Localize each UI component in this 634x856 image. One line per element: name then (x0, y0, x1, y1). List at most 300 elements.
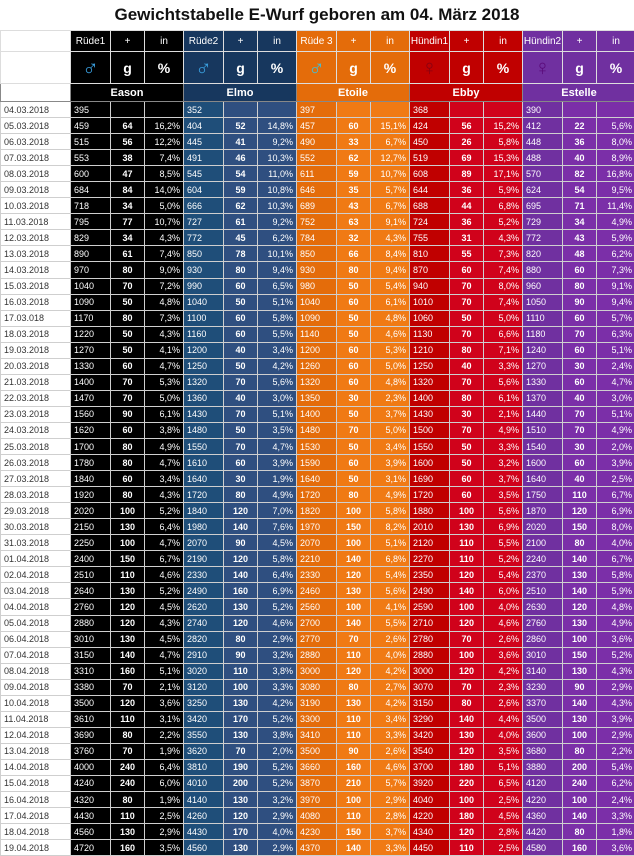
weight-cell: 424 (410, 118, 450, 134)
gain-cell: 110 (111, 567, 145, 583)
weight-cell: 1870 (523, 503, 563, 519)
gain-cell: 50 (337, 471, 371, 487)
percent-cell: 7,4% (145, 150, 184, 166)
weight-cell: 1360 (184, 390, 224, 406)
percent-cell: 2,5% (484, 840, 523, 856)
weight-cell: 4240 (71, 775, 111, 791)
gain-cell: 120 (450, 663, 484, 679)
weight-cell: 4560 (71, 824, 111, 840)
date-cell: 03.04.2018 (1, 583, 71, 599)
gain-cell: 120 (337, 567, 371, 583)
table-row (1, 118, 634, 134)
gain-cell: 70 (450, 374, 484, 390)
gain-cell: 130 (450, 519, 484, 535)
gain-cell: 70 (563, 326, 597, 342)
percent-cell: 3,5% (145, 840, 184, 856)
weight-cell: 491 (184, 150, 224, 166)
gain-cell: 30 (563, 358, 597, 374)
weight-cell: 689 (297, 198, 337, 214)
gain-cell: 70 (111, 278, 145, 294)
weight-cell: 2250 (71, 535, 111, 551)
gain-cell: 60 (563, 455, 597, 471)
gain-cell: 60 (224, 310, 258, 326)
gain-cell: 60 (111, 358, 145, 374)
weight-cell: 4430 (71, 808, 111, 824)
weight-cell: 2620 (184, 599, 224, 615)
percent-cell: 6,2% (258, 230, 297, 246)
gain-cell: 70 (111, 374, 145, 390)
percent-cell: 5,1% (258, 406, 297, 422)
table-row (1, 294, 634, 310)
percent-cell: 2,2% (597, 743, 634, 759)
table-row (1, 406, 634, 422)
weight-cell: 1620 (71, 422, 111, 438)
weight-cell: 1330 (71, 358, 111, 374)
gain-cell: 120 (224, 615, 258, 631)
weight-cell: 1090 (71, 294, 111, 310)
percent-cell: 4,9% (258, 487, 297, 503)
percent-cell: 2,0% (597, 438, 634, 454)
date-cell: 07.04.2018 (1, 647, 71, 663)
percent-cell: 2,6% (371, 743, 410, 759)
gain-cell: 50 (111, 294, 145, 310)
percent-cell: 5,8% (258, 551, 297, 567)
percent-cell: 3,4% (258, 342, 297, 358)
weight-cell: 2070 (184, 535, 224, 551)
weight-cell: 3080 (297, 679, 337, 695)
weight-cell: 3230 (523, 679, 563, 695)
percent-cell: 5,0% (371, 422, 410, 438)
gain-cell: 130 (450, 727, 484, 743)
gain-cell: 40 (563, 471, 597, 487)
gain-cell: 70 (563, 406, 597, 422)
percent-cell: 5,1% (597, 342, 634, 358)
date-cell: 22.03.2018 (1, 390, 71, 406)
weight-cell: 553 (71, 150, 111, 166)
puppy-header: Hündin1 (410, 31, 450, 52)
gain-cell: 77 (111, 214, 145, 230)
percent-cell: 4,3% (145, 615, 184, 631)
gain-cell: 150 (337, 519, 371, 535)
date-cell: 09.03.2018 (1, 182, 71, 198)
gain-cell: 140 (563, 583, 597, 599)
weight-cell: 1140 (297, 326, 337, 342)
weight-cell: 2880 (297, 647, 337, 663)
percent-cell: 3,3% (597, 808, 634, 824)
percent-cell: 5,6% (258, 374, 297, 390)
gain-cell: 130 (563, 663, 597, 679)
gain-cell: 100 (111, 503, 145, 519)
gain-cell: 160 (111, 840, 145, 856)
percent-cell: 5,2% (258, 759, 297, 775)
percent-cell: 5,5% (371, 615, 410, 631)
gain-cell: 43 (337, 198, 371, 214)
weight-cell: 4720 (71, 840, 111, 856)
weight-cell: 4370 (297, 840, 337, 856)
weight-cell: 2210 (297, 551, 337, 567)
pct-header: in (258, 31, 297, 52)
gain-cell (111, 102, 145, 118)
weight-cell: 1970 (297, 519, 337, 535)
gain-cell: 66 (337, 246, 371, 262)
gain-cell: 80 (450, 695, 484, 711)
gain-cell: 60 (224, 455, 258, 471)
percent-cell: 4,5% (145, 631, 184, 647)
weight-cell: 1170 (71, 310, 111, 326)
percent-cell: 6,3% (597, 326, 634, 342)
weight-cell: 1840 (71, 471, 111, 487)
percent-cell: 6,9% (258, 583, 297, 599)
weight-cell: 1160 (184, 326, 224, 342)
weight-cell: 3000 (410, 663, 450, 679)
unit-grams: g (337, 52, 371, 84)
gain-cell: 60 (563, 310, 597, 326)
percent-cell: 5,4% (597, 759, 634, 775)
gain-header: + (450, 31, 484, 52)
weight-cell: 1100 (184, 310, 224, 326)
weight-cell: 1050 (523, 294, 563, 310)
blank-cell (1, 52, 71, 84)
percent-cell: 7,4% (484, 294, 523, 310)
table-row (1, 455, 634, 471)
gain-cell: 54 (563, 182, 597, 198)
percent-cell: 5,0% (371, 358, 410, 374)
gain-cell: 41 (224, 134, 258, 150)
gain-cell: 120 (224, 551, 258, 567)
percent-cell: 9,5% (597, 182, 634, 198)
gain-cell: 55 (450, 246, 484, 262)
gain-cell: 80 (563, 824, 597, 840)
weight-cell: 3420 (410, 727, 450, 743)
weight-cell: 3810 (184, 759, 224, 775)
percent-cell: 7,4% (484, 262, 523, 278)
percent-cell: 4,5% (258, 535, 297, 551)
percent-cell: 10,7% (371, 166, 410, 182)
weight-cell: 488 (523, 150, 563, 166)
weight-cell: 2510 (71, 567, 111, 583)
table-row (1, 503, 634, 519)
gain-cell: 36 (563, 134, 597, 150)
gain-cell: 140 (563, 695, 597, 711)
gain-cell: 30 (224, 471, 258, 487)
weight-cell: 3010 (523, 647, 563, 663)
date-cell: 04.04.2018 (1, 599, 71, 615)
gain-cell: 43 (563, 230, 597, 246)
gain-cell: 130 (111, 519, 145, 535)
percent-cell: 3,8% (145, 422, 184, 438)
weight-cell: 2510 (523, 583, 563, 599)
percent-cell: 8,0% (484, 278, 523, 294)
gain-cell: 140 (337, 840, 371, 856)
percent-cell: 16,8% (597, 166, 634, 182)
date-cell: 16.03.2018 (1, 294, 71, 310)
weight-cell: 397 (297, 102, 337, 118)
gain-cell: 130 (224, 599, 258, 615)
weight-cell: 1260 (297, 358, 337, 374)
gain-cell: 40 (224, 342, 258, 358)
percent-cell: 9,4% (258, 262, 297, 278)
percent-cell: 3,8% (258, 663, 297, 679)
weight-cell: 1840 (184, 503, 224, 519)
gain-cell: 59 (224, 182, 258, 198)
weight-cell: 2640 (71, 583, 111, 599)
gain-header: + (224, 31, 258, 52)
table-row (1, 438, 634, 454)
percent-cell: 7,3% (484, 246, 523, 262)
table-row (1, 711, 634, 727)
weight-cell: 850 (297, 246, 337, 262)
gain-cell: 32 (337, 230, 371, 246)
percent-cell: 6,5% (484, 775, 523, 791)
percent-cell: 5,4% (484, 567, 523, 583)
gain-cell: 50 (224, 422, 258, 438)
percent-cell: 3,7% (371, 406, 410, 422)
gain-cell: 130 (563, 615, 597, 631)
percent-cell: 4,8% (371, 374, 410, 390)
percent-cell: 5,1% (597, 406, 634, 422)
gain-cell: 56 (450, 118, 484, 134)
table-row (1, 310, 634, 326)
table-row (1, 471, 634, 487)
percent-cell: 6,9% (484, 519, 523, 535)
weight-cell: 3760 (71, 743, 111, 759)
percent-cell: 4,9% (597, 615, 634, 631)
gain-cell: 70 (111, 743, 145, 759)
percent-cell: 4,9% (484, 422, 523, 438)
percent-cell: 8,0% (597, 519, 634, 535)
weight-cell: 755 (410, 230, 450, 246)
gain-cell: 190 (224, 759, 258, 775)
gain-cell: 130 (224, 695, 258, 711)
weight-cell: 2330 (184, 567, 224, 583)
table-row (1, 647, 634, 663)
percent-cell: 6,1% (371, 294, 410, 310)
percent-cell: 6,0% (145, 775, 184, 791)
table-row (1, 775, 634, 791)
weight-cell: 1880 (410, 503, 450, 519)
weight-cell: 4580 (523, 840, 563, 856)
weight-cell: 2880 (410, 647, 450, 663)
gain-cell: 60 (337, 455, 371, 471)
weight-cell: 1820 (297, 503, 337, 519)
gain-cell: 50 (337, 406, 371, 422)
weight-cell: 4000 (71, 759, 111, 775)
table-row (1, 551, 634, 567)
percent-cell: 9,2% (258, 214, 297, 230)
weight-cell: 1640 (523, 471, 563, 487)
percent-cell: 3,0% (258, 390, 297, 406)
percent-cell: 10,3% (258, 198, 297, 214)
table-row (1, 695, 634, 711)
table-row (1, 759, 634, 775)
gain-cell: 130 (563, 567, 597, 583)
table-row (1, 246, 634, 262)
weight-cell: 3190 (297, 695, 337, 711)
weight-cell: 2760 (71, 599, 111, 615)
weight-cell: 3120 (184, 679, 224, 695)
gain-cell: 110 (337, 711, 371, 727)
gain-cell: 140 (337, 615, 371, 631)
table-row (1, 583, 634, 599)
weight-cell: 1270 (523, 358, 563, 374)
gain-cell: 110 (337, 647, 371, 663)
weight-cell: 1200 (297, 342, 337, 358)
weight-cell: 1240 (523, 342, 563, 358)
date-cell: 10.03.2018 (1, 198, 71, 214)
weight-cell: 1370 (523, 390, 563, 406)
gain-cell: 70 (337, 422, 371, 438)
weight-cell: 980 (297, 278, 337, 294)
weight-cell: 1750 (523, 487, 563, 503)
weight-cell: 644 (410, 182, 450, 198)
weight-cell: 1550 (184, 438, 224, 454)
percent-cell: 6,0% (484, 583, 523, 599)
date-cell: 28.03.2018 (1, 487, 71, 503)
percent-cell: 6,8% (371, 551, 410, 567)
percent-cell: 4,2% (484, 663, 523, 679)
gain-cell: 80 (224, 487, 258, 503)
percent-cell (597, 102, 634, 118)
weight-cell: 1780 (71, 455, 111, 471)
weight-cell: 1440 (523, 406, 563, 422)
gain-cell: 69 (450, 150, 484, 166)
weight-cell: 2780 (410, 631, 450, 647)
gain-cell: 110 (563, 487, 597, 503)
gain-cell: 84 (111, 182, 145, 198)
gain-cell: 50 (337, 438, 371, 454)
percent-cell: 5,7% (371, 775, 410, 791)
gain-cell: 120 (563, 599, 597, 615)
weight-cell: 2010 (410, 519, 450, 535)
gain-cell: 61 (111, 246, 145, 262)
percent-cell: 14,8% (258, 118, 297, 134)
weight-cell: 784 (297, 230, 337, 246)
puppy-name: Etoile (297, 84, 410, 102)
weight-cell: 1010 (410, 294, 450, 310)
weight-cell: 3700 (410, 759, 450, 775)
weight-cell: 1510 (523, 422, 563, 438)
weight-cell: 1600 (523, 455, 563, 471)
percent-cell: 3,4% (145, 471, 184, 487)
percent-cell: 6,7% (371, 198, 410, 214)
percent-cell: 5,8% (484, 134, 523, 150)
date-cell: 17.04.2018 (1, 808, 71, 824)
gain-cell (224, 102, 258, 118)
percent-cell: 3,8% (258, 727, 297, 743)
gain-cell: 150 (563, 647, 597, 663)
percent-cell: 2,9% (145, 824, 184, 840)
weight-cell: 2020 (71, 503, 111, 519)
percent-cell: 3,2% (258, 647, 297, 663)
percent-cell: 9,0% (145, 262, 184, 278)
gain-cell: 50 (337, 278, 371, 294)
percent-cell: 16,2% (145, 118, 184, 134)
percent-cell: 4,2% (258, 358, 297, 374)
weight-cell: 2120 (410, 535, 450, 551)
percent-cell: 3,1% (145, 711, 184, 727)
percent-cell: 5,1% (371, 535, 410, 551)
gain-cell: 50 (337, 326, 371, 342)
percent-cell: 3,6% (597, 631, 634, 647)
gain-cell: 70 (450, 294, 484, 310)
percent-cell: 6,9% (597, 503, 634, 519)
weight-cell: 1400 (71, 374, 111, 390)
date-cell: 10.04.2018 (1, 695, 71, 711)
percent-cell: 5,5% (258, 326, 297, 342)
weight-cell: 3020 (184, 663, 224, 679)
gain-cell: 110 (337, 727, 371, 743)
gain-header: + (111, 31, 145, 52)
weight-cell: 2350 (410, 567, 450, 583)
date-cell: 11.03.2018 (1, 214, 71, 230)
percent-cell: 1,9% (145, 792, 184, 808)
percent-cell: 5,1% (258, 294, 297, 310)
percent-cell: 3,6% (597, 840, 634, 856)
weight-cell: 1400 (297, 406, 337, 422)
weight-cell: 1700 (71, 438, 111, 454)
weight-cell: 990 (184, 278, 224, 294)
gain-cell: 59 (337, 166, 371, 182)
gain-cell: 130 (111, 583, 145, 599)
date-cell: 14.04.2018 (1, 759, 71, 775)
weight-cell: 1480 (297, 422, 337, 438)
weight-cell: 4220 (523, 792, 563, 808)
percent-cell: 7,0% (258, 503, 297, 519)
weight-cell: 404 (184, 118, 224, 134)
weight-cell: 1540 (523, 438, 563, 454)
table-row (1, 102, 634, 118)
percent-cell: 4,6% (371, 326, 410, 342)
gain-cell: 150 (563, 519, 597, 535)
gain-cell: 90 (224, 535, 258, 551)
percent-cell: 5,4% (371, 278, 410, 294)
table-row (1, 567, 634, 583)
weight-cell: 552 (297, 150, 337, 166)
weight-cell: 3140 (523, 663, 563, 679)
gain-cell: 70 (450, 278, 484, 294)
gain-cell: 38 (111, 150, 145, 166)
unit-grams: g (563, 52, 597, 84)
table-row (1, 230, 634, 246)
gain-cell: 30 (337, 390, 371, 406)
table-row (1, 792, 634, 808)
unit-percent: % (597, 52, 634, 84)
gain-cell: 31 (450, 230, 484, 246)
gain-cell: 62 (224, 198, 258, 214)
table-row (1, 262, 634, 278)
table-row (1, 422, 634, 438)
weight-cell: 3870 (297, 775, 337, 791)
gain-cell: 80 (224, 262, 258, 278)
percent-cell: 5,0% (145, 198, 184, 214)
percent-cell: 4,7% (258, 438, 297, 454)
gain-cell: 46 (224, 150, 258, 166)
weight-cell: 3920 (410, 775, 450, 791)
gain-cell: 60 (563, 374, 597, 390)
percent-cell: 7,4% (145, 246, 184, 262)
percent-cell: 5,7% (371, 182, 410, 198)
unit-grams: g (224, 52, 258, 84)
percent-cell: 5,9% (597, 230, 634, 246)
weight-cell: 3660 (297, 759, 337, 775)
table-row (1, 182, 634, 198)
gain-cell: 62 (337, 150, 371, 166)
gain-cell: 120 (450, 743, 484, 759)
gain-cell: 110 (224, 663, 258, 679)
table-row (1, 663, 634, 679)
date-cell: 02.04.2018 (1, 567, 71, 583)
gain-cell: 100 (111, 535, 145, 551)
